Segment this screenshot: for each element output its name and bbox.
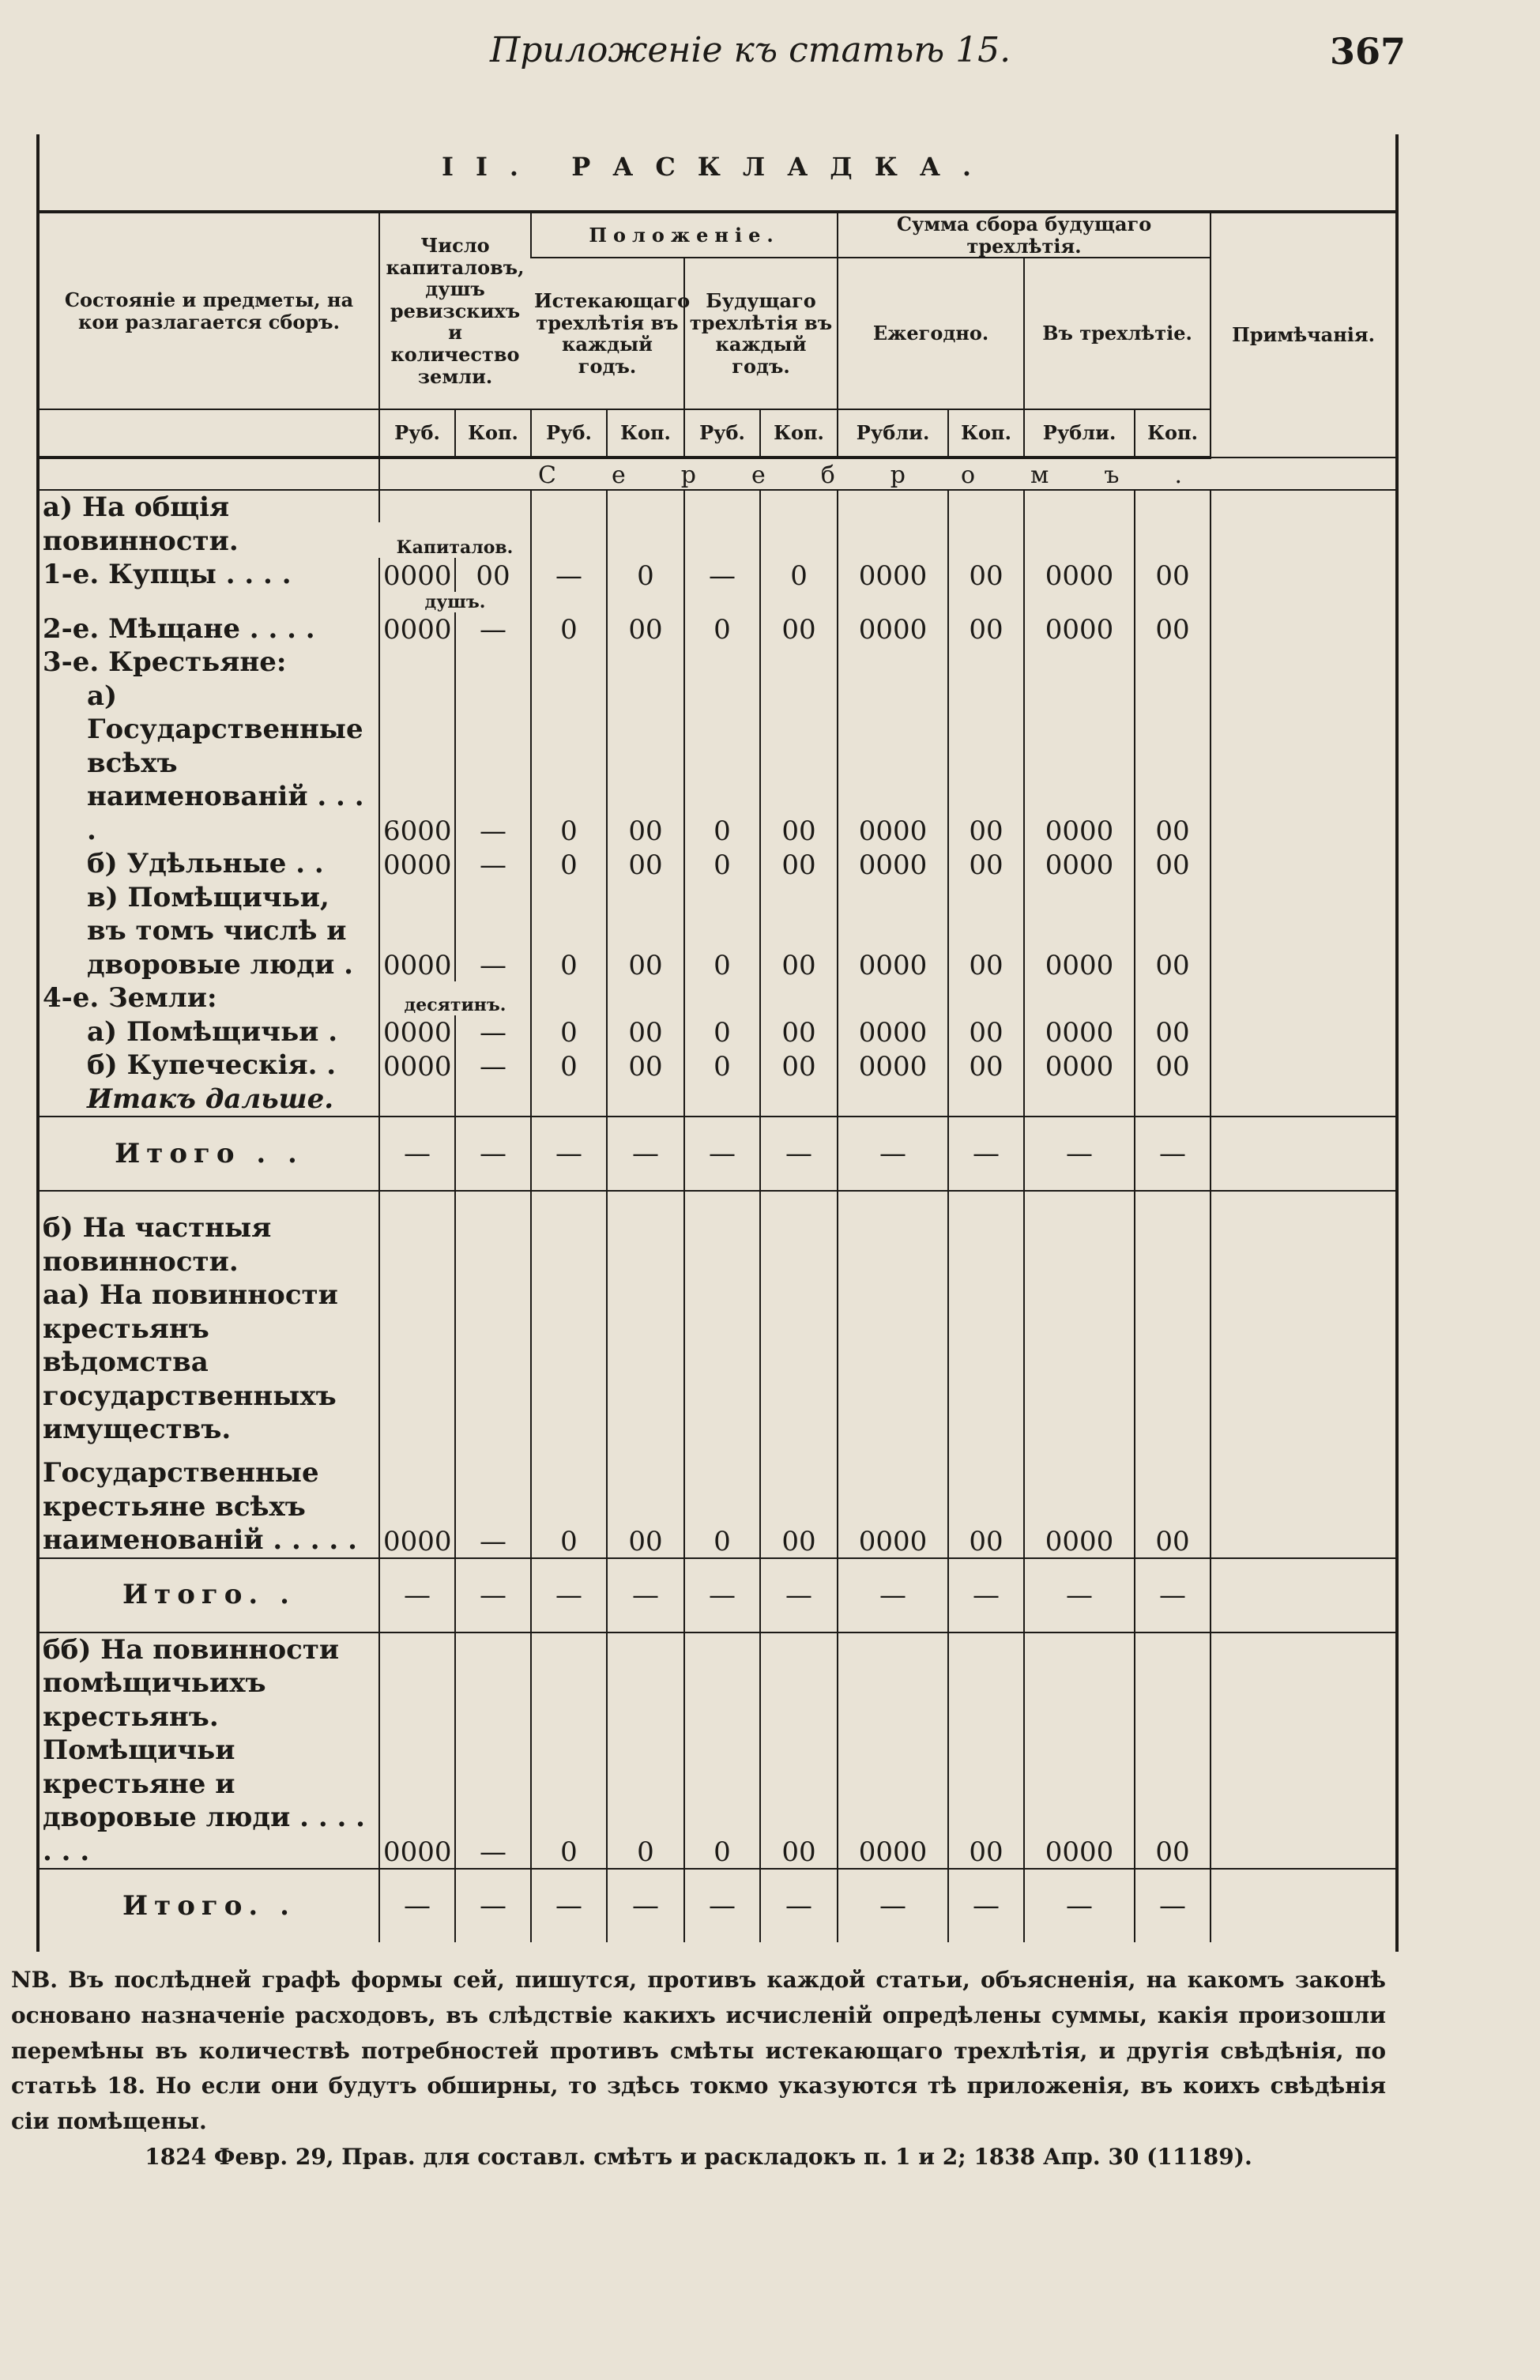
row-label: Помѣщичьи крестьяне и дворовые люди . . . . . . .	[43, 1734, 365, 1867]
total-label: Итого . .	[40, 1117, 379, 1191]
col-header-yearly: Ежегодно.	[838, 258, 1024, 409]
unit-rub: Рубли.	[1024, 409, 1135, 458]
table-row: Государственные крестьяне всѣхъ наименованій . . . . . 0000 — 0 00 0 00 0000 00 0000 00	[40, 1447, 1395, 1558]
col-header-notes: Примѣчанія.	[1211, 212, 1395, 458]
table-row: б) Удѣльные . . 0000 — 0 00 0 00 0000 00 0000 00	[40, 847, 1395, 881]
group-heading: 4-е. Земли:	[43, 982, 217, 1015]
row-label: а) Помѣщичьи .	[87, 1015, 338, 1048]
page-number: 367	[1329, 30, 1406, 73]
section-b-heading: б) На частныя повинности.	[40, 1191, 379, 1278]
unit-rub: Руб.	[684, 409, 760, 458]
allocation-table	[40, 210, 1395, 1942]
table-frame	[36, 134, 1399, 1952]
total-row: Итого. . — — — — — — — — — —	[40, 1558, 1395, 1632]
unit-souls: душъ.	[379, 592, 531, 612]
row-label: в) Помѣщичьи, въ томъ числѣ и дворовые люди .	[87, 881, 353, 981]
table-row: б) Купеческія. . 0000 — 0 00 0 00 0000 00 0000 00	[40, 1049, 1395, 1083]
unit-kop: Коп.	[948, 409, 1024, 458]
and-so-on: Итакъ дальше.	[87, 1083, 334, 1115]
col-header-triennium: Въ трехлѣтіе.	[1024, 258, 1211, 409]
page-header	[0, 30, 1540, 77]
table-row: Помѣщичьи крестьяне и дворовые люди . . . . . . . 0000 — 0 0 0 00 0000 00 0000 00	[40, 1734, 1395, 1869]
row-label: 2-е. Мѣщане . . . .	[43, 612, 315, 645]
unit-kop: Коп.	[1135, 409, 1211, 458]
col-header-polozhenie: Положеніе.	[531, 212, 838, 258]
row-label: б) Удѣльные . .	[87, 848, 324, 880]
table-row: а) Помѣщичьи . 0000 — 0 00 0 00 0000 00 0000 00	[40, 1015, 1395, 1049]
total-row: Итого . . — — — — — — — — — —	[40, 1117, 1395, 1191]
row-label: а) Государственные всѣхъ наименованій . . . .	[87, 680, 364, 846]
table-row: 2-е. Мѣщане . . . . 0000 — 0 00 0 00 0000 00 0000 00	[40, 612, 1395, 646]
footnote-citation: 1824 Февр. 29, Прав. для составл. смѣтъ и раскладокъ п. 1 и 2; 1838 Апр. 30 (11189).	[145, 2143, 1252, 2170]
currency-spacer	[40, 458, 379, 490]
page-header-title: Приложеніе къ статьѣ 15.	[490, 30, 1011, 70]
unit-dessiatines: десятинъ.	[379, 981, 531, 1015]
col-header-future: Будущаго трехлѣтія въ каждый годъ.	[684, 258, 838, 409]
row-label: Государственные крестьяне всѣхъ наименованій . . . . .	[43, 1457, 357, 1557]
col-header-subject: Состояніе и предметы, на кои разлагается сборъ.	[40, 212, 379, 409]
section-title: II. РАСКЛАДКА.	[441, 152, 994, 182]
table-row: 1-е. Купцы . . . . 0000 00 — 0 — 0 0000 00 0000 00	[40, 558, 1395, 592]
unit-kop: Коп.	[607, 409, 684, 458]
footnote-text: NB. Въ послѣдней графѣ формы сей, пишутся, противъ каждой статьи, объясненія, на какомъ законѣ основано назначеніе расходовъ, въ слѣдствіе какихъ исчисленій опредѣлены суммы, какія произошли перемѣны въ количествѣ потребностей противъ смѣты истекающаго трехлѣтія, и другія свѣдѣнія, по статьѣ 18. Но если они будутъ обширны, то здѣсь токмо указуются тѣ приложенія, въ коихъ свѣдѣнія сіи помѣщены.	[11, 1967, 1386, 2135]
units-spacer	[40, 409, 379, 458]
table-row: а) Государственные всѣхъ наименованій . . . . 6000 — 0 00 0 00 0000 00 0000 00	[40, 680, 1395, 848]
footnote	[11, 1963, 1386, 2175]
table-row: в) Помѣщичьи, въ томъ числѣ и дворовые люди . 0000 — 0 00 0 00 0000 00 0000 00	[40, 881, 1395, 982]
col-header-count: Число капиталовъ, душъ ревизскихъ и количество земли.	[379, 212, 531, 409]
subsection-aa-heading: аа) На повинности крестьянъ вѣдомства государственныхъ имуществъ.	[43, 1279, 338, 1446]
row-label: б) Купеческія. .	[87, 1049, 337, 1082]
unit-kop: Коп.	[760, 409, 838, 458]
total-row: Итого. . — — — — — — — — — —	[40, 1869, 1395, 1942]
unit-capitals: Капиталов.	[396, 537, 514, 559]
unit-rub: Рубли.	[838, 409, 948, 458]
col-header-expiring: Истекающаго трехлѣтія въ каждый годъ.	[531, 258, 684, 409]
unit-rub: Руб.	[531, 409, 607, 458]
col-header-sum: Сумма сбора будущаго трехлѣтія.	[838, 212, 1211, 258]
currency-label: Серебромъ.	[379, 458, 1395, 490]
group-heading: 3-е. Крестьяне:	[43, 646, 287, 679]
total-label: Итого. .	[40, 1869, 379, 1942]
total-label: Итого. .	[40, 1558, 379, 1632]
section-a-heading: а) На общія повинности.	[43, 491, 239, 557]
unit-rub: Руб.	[379, 409, 455, 458]
subsection-bb-heading: бб) На повинности помѣщичьихъ крестьянъ.	[40, 1632, 379, 1734]
row-label: 1-е. Купцы . . . .	[43, 559, 292, 591]
unit-kop: Коп.	[455, 409, 531, 458]
